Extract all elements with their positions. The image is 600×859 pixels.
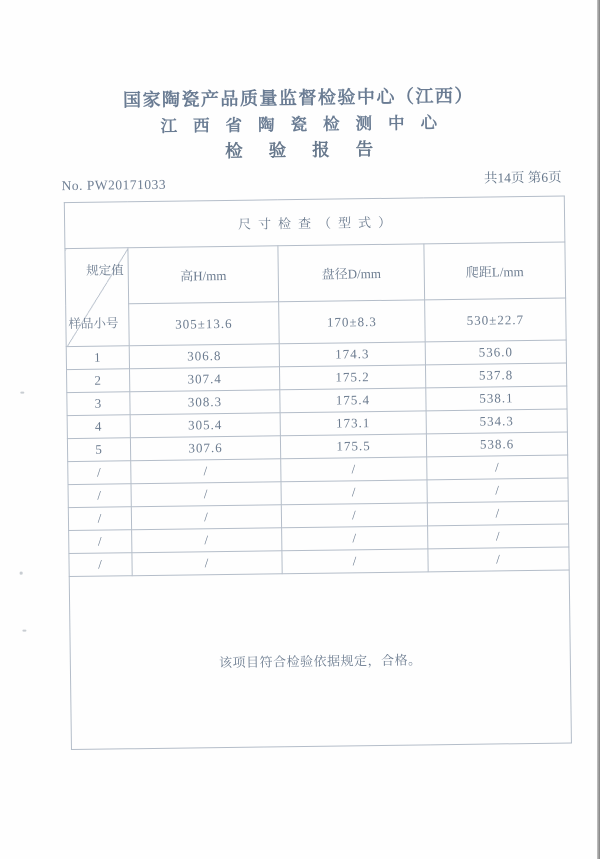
org-name-line2: 江西省陶瓷检测中心: [160, 112, 454, 136]
corner-header-cell: [65, 248, 129, 347]
value-diameter: 173.1: [280, 411, 426, 436]
scan-speck: [20, 392, 24, 394]
value-height: 305.4: [130, 413, 280, 438]
spec-values-row: [66, 298, 567, 347]
value-creepage: /: [428, 547, 569, 572]
value-height: /: [131, 482, 281, 507]
value-diameter: 174.3: [279, 342, 425, 367]
spec-value-creepage: 530±22.7: [425, 298, 567, 342]
value-diameter: 175.5: [280, 434, 426, 459]
value-diameter: 175.2: [279, 365, 425, 390]
column-header-diameter: 盘径D/mm: [278, 244, 425, 302]
value-creepage: /: [427, 455, 568, 480]
sample-number: 2: [67, 369, 130, 393]
value-creepage: 538.1: [426, 386, 567, 411]
value-diameter: /: [281, 457, 427, 482]
value-height: 308.3: [130, 390, 280, 415]
org-name-line1: 国家陶瓷产品质量监督检验中心（江西）: [122, 85, 475, 111]
value-creepage: 534.3: [426, 409, 567, 434]
column-header-creepage: 爬距L/mm: [424, 242, 566, 300]
inspection-table-wrapper: [64, 196, 571, 750]
sample-number: 3: [67, 392, 130, 416]
value-diameter: /: [282, 549, 428, 574]
value-creepage: 536.0: [425, 340, 566, 365]
table-header-row: [65, 242, 566, 305]
sample-number: /: [68, 484, 131, 508]
table-title-row: [64, 196, 565, 249]
value-diameter: 175.4: [280, 388, 426, 413]
value-height: /: [131, 505, 281, 530]
inspection-table: [64, 196, 572, 751]
table-section-title: 尺寸检查（型式）: [64, 196, 565, 249]
value-creepage: /: [427, 501, 568, 526]
spec-value-diameter: 170±8.3: [279, 300, 426, 344]
value-diameter: /: [282, 526, 428, 551]
column-header-height: 高H/mm: [128, 246, 279, 304]
value-height: /: [132, 551, 282, 576]
value-height: 306.8: [129, 344, 279, 369]
value-creepage: /: [428, 524, 569, 549]
value-creepage: 538.6: [426, 432, 567, 457]
sample-number: 5: [67, 438, 130, 462]
sample-number: 1: [66, 346, 129, 370]
sample-number: /: [68, 507, 131, 531]
value-diameter: /: [281, 480, 427, 505]
conclusion-text: 该项目符合检验依据规定，合格。: [69, 570, 571, 750]
sample-number: 4: [67, 415, 130, 439]
scan-speck: [20, 572, 23, 575]
report-number: No. PW20171033: [61, 176, 167, 194]
value-height: 307.4: [130, 367, 280, 392]
conclusion-row: [69, 570, 571, 750]
sample-number: /: [69, 553, 132, 577]
corner-label-sample: 样品小号: [68, 316, 119, 332]
corner-label-spec: 规定值: [86, 263, 124, 278]
value-height: 307.6: [130, 436, 280, 461]
page-indicator: 共14页 第6页: [483, 169, 562, 186]
document-title: 检验报告: [225, 138, 400, 161]
value-creepage: /: [427, 478, 568, 503]
spec-value-height: 305±13.6: [129, 302, 280, 346]
sample-number: /: [69, 530, 132, 554]
sample-number: /: [68, 461, 131, 485]
value-creepage: 537.8: [425, 363, 566, 388]
value-diameter: /: [281, 503, 427, 528]
value-height: /: [131, 459, 281, 484]
value-height: /: [132, 528, 282, 553]
scan-speck: [22, 630, 26, 632]
